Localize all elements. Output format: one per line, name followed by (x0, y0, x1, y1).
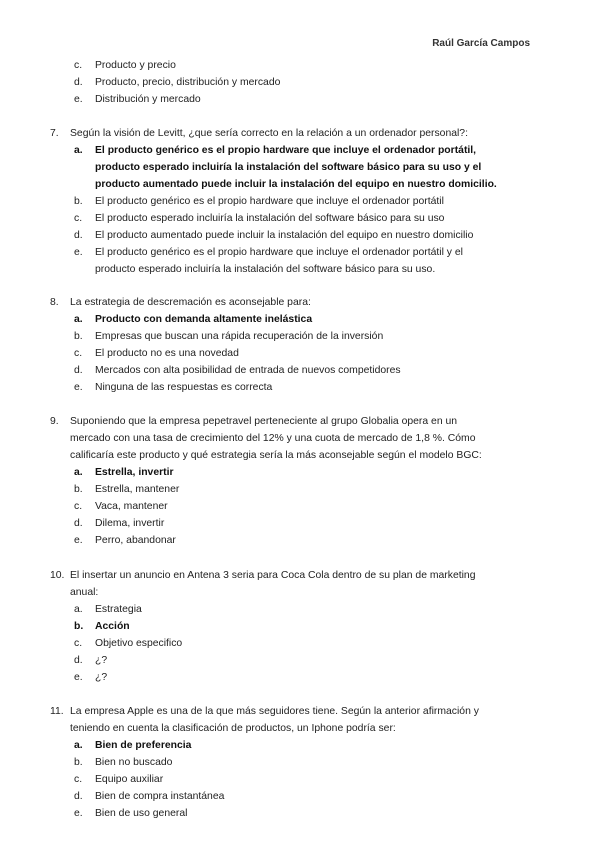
option-text: Bien no buscado (95, 757, 173, 768)
answer-option (0, 515, 600, 532)
option-text: Estrella, mantener (95, 484, 180, 495)
question-number: 9. (50, 416, 59, 427)
option-text: Ninguna de las respuestas es correcta (95, 382, 273, 393)
answer-option (0, 635, 600, 652)
answer-option (0, 379, 600, 396)
answer-option (0, 618, 600, 635)
question-text-line (0, 567, 600, 584)
answer-option (0, 210, 600, 227)
answer-option (0, 362, 600, 379)
answer-option (0, 788, 600, 805)
option-text: ¿? (95, 672, 108, 683)
option-letter: a. (74, 604, 83, 615)
answer-option (0, 498, 600, 515)
answer-option (0, 227, 600, 244)
option-letter: c. (74, 638, 83, 649)
answer-option (0, 652, 600, 669)
option-text: producto esperado incluiría la instalación del software básico para su uso. (95, 264, 436, 275)
answer-option (0, 669, 600, 686)
question-text-line (0, 447, 600, 464)
question-text: mercado con una tasa de crecimiento del 12% y una cuota de mercado de 1,8 %. Cómo (70, 433, 476, 444)
option-letter: c. (74, 501, 83, 512)
answer-option (0, 532, 600, 549)
option-text: ¿? (95, 655, 108, 666)
question-text: Según la visión de Levitt, ¿que sería correcto en la relación a un ordenador personal?: (70, 128, 468, 139)
question-text-line (0, 413, 600, 430)
answer-option (0, 193, 600, 210)
option-text: El producto genérico es el propio hardware que incluye el ordenador portátil, (95, 145, 477, 156)
answer-option (0, 159, 600, 176)
option-letter: d. (74, 518, 83, 529)
question-number: 10. (50, 570, 65, 581)
option-letter: d. (74, 655, 83, 666)
option-text: producto aumentado puede incluir la instalación del equipo en nuestro domicilio. (95, 179, 497, 190)
option-text: Producto, precio, distribución y mercado (95, 77, 281, 88)
question-text-line (0, 430, 600, 447)
option-text: Estrategia (95, 604, 142, 615)
option-letter: b. (74, 484, 83, 495)
question-text: anual: (70, 587, 99, 598)
answer-option (0, 57, 600, 74)
option-letter: e. (74, 535, 83, 546)
option-text: Producto y precio (95, 60, 176, 71)
option-letter: b. (74, 757, 83, 768)
option-text: El producto aumentado puede incluir la instalación del equipo en nuestro domicilio (95, 230, 474, 241)
option-letter: b. (74, 196, 83, 207)
option-text: Acción (95, 621, 130, 632)
answer-option (0, 142, 600, 159)
option-letter: e. (74, 94, 83, 105)
question-text: Suponiendo que la empresa pepetravel perteneciente al grupo Globalia opera en un (70, 416, 458, 427)
option-text: Estrella, invertir (95, 467, 174, 478)
answer-option (0, 464, 600, 481)
option-text: Distribución y mercado (95, 94, 201, 105)
question-text: La empresa Apple es una de la que más seguidores tiene. Según la anterior afirmación y (70, 706, 479, 717)
option-letter: a. (74, 740, 83, 751)
option-text: Producto con demanda altamente inelástica (95, 314, 313, 325)
question-text-line (0, 125, 600, 142)
answer-option (0, 261, 600, 278)
option-text: Bien de uso general (95, 808, 188, 819)
option-letter: b. (74, 621, 84, 632)
answer-option (0, 311, 600, 328)
option-text: producto esperado incluiría la instalación del software básico para su uso y el (95, 162, 482, 173)
option-letter: c. (74, 774, 83, 785)
answer-option (0, 176, 600, 193)
option-letter: e. (74, 247, 83, 258)
answer-option (0, 737, 600, 754)
option-text: Vaca, mantener (95, 501, 168, 512)
question-7 (0, 125, 600, 278)
option-letter: d. (74, 77, 83, 88)
answer-option (0, 244, 600, 261)
option-text: El producto no es una novedad (95, 348, 239, 359)
question-10 (0, 567, 600, 686)
question-11 (0, 703, 600, 822)
question-text: teniendo en cuenta la clasificación de productos, un Iphone podría ser: (70, 723, 396, 734)
answer-option (0, 771, 600, 788)
question-text: calificaría este producto y qué estrategia sería la más aconsejable según el modelo BGC: (70, 450, 482, 461)
option-text: El producto genérico es el propio hardware que incluye el ordenador portátil (95, 196, 444, 207)
option-letter: e. (74, 382, 83, 393)
question-number: 7. (50, 128, 59, 139)
previous-question-options (0, 57, 600, 108)
option-text: Objetivo especifico (95, 638, 183, 649)
option-letter: c. (74, 60, 83, 71)
answer-option (0, 754, 600, 771)
question-text-line (0, 703, 600, 720)
option-text: El producto genérico es el propio hardware que incluye el ordenador portátil y el (95, 247, 463, 258)
answer-option (0, 74, 600, 91)
answer-option (0, 328, 600, 345)
option-text: Bien de compra instantánea (95, 791, 225, 802)
question-number: 8. (50, 297, 59, 308)
answer-option (0, 481, 600, 498)
question-text-line (0, 720, 600, 737)
option-letter: e. (74, 672, 83, 683)
question-number: 11. (50, 706, 64, 717)
question-9 (0, 413, 600, 549)
answer-option (0, 345, 600, 362)
answer-option (0, 601, 600, 618)
option-letter: c. (74, 213, 83, 224)
option-letter: a. (74, 467, 83, 478)
option-letter: e. (74, 808, 83, 819)
option-text: Empresas que buscan una rápida recuperación de la inversión (95, 331, 384, 342)
question-text-line (0, 584, 600, 601)
option-letter: b. (74, 331, 83, 342)
author-header: Raúl García Campos (432, 38, 530, 49)
option-letter: d. (74, 365, 83, 376)
option-text: Mercados con alta posibilidad de entrada de nuevos competidores (95, 365, 401, 376)
option-text: El producto esperado incluiría la instalación del software básico para su uso (95, 213, 445, 224)
option-text: Perro, abandonar (95, 535, 176, 546)
option-letter: d. (74, 230, 83, 241)
option-letter: a. (74, 145, 83, 156)
option-letter: a. (74, 314, 83, 325)
question-text: La estrategia de descremación es aconsejable para: (70, 297, 311, 308)
option-text: Equipo auxiliar (95, 774, 164, 785)
answer-option (0, 805, 600, 822)
option-letter: c. (74, 348, 83, 359)
option-text: Dilema, invertir (95, 518, 165, 529)
question-text-line (0, 294, 600, 311)
option-text: Bien de preferencia (95, 740, 192, 751)
question-8 (0, 294, 600, 396)
question-text: El insertar un anuncio en Antena 3 seria para Coca Cola dentro de su plan de marketing (70, 570, 476, 581)
option-letter: d. (74, 791, 83, 802)
answer-option (0, 91, 600, 108)
